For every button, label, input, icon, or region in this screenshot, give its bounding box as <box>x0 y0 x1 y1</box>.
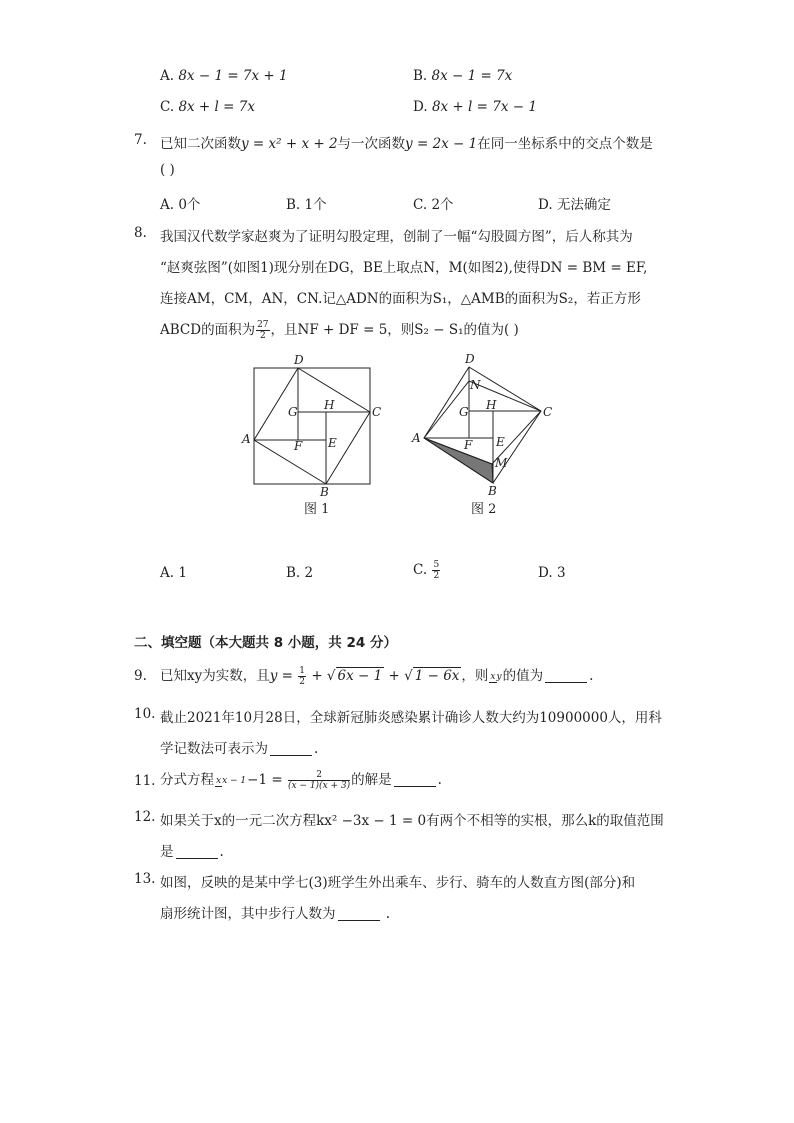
q6-option-c: C. 8x + l = 7x <box>160 99 255 115</box>
q8-line-4: ABCD的面积为 $\frac{27}{2}$ ，且NF + DF = 5，则S₂ − S₁的值为( ) <box>160 320 519 341</box>
q7-option-d: D. 无法确定 <box>538 197 611 213</box>
fig1-label-f: F <box>294 439 303 453</box>
q7-stem: 已知二次函数y = x² + x + 2与一次函数y = 2x − 1在同一坐标系中的交点个数是 <box>160 136 653 152</box>
fig2-label-m: M <box>495 456 508 470</box>
q10-line-1: 截止2021年10月28日，全球新冠肺炎感染累计确诊人数大约为10900000人，用科 <box>160 710 662 726</box>
fig2-label-g: G <box>459 405 469 419</box>
q8-figures <box>240 350 570 525</box>
q9-stem: 已知xy为实数，且y = $\frac{1}{2}$ + √ 6x − 1 + √ 1 − 6x ，则 xy的值为 . <box>160 666 594 687</box>
figure-1 <box>254 368 370 484</box>
q10-number: 10. <box>134 706 156 722</box>
q8-option-a: A. 1 <box>160 565 187 581</box>
q7-option-c: C. 2个 <box>413 197 454 213</box>
q7-option-a: A. 0个 <box>160 197 201 213</box>
q6-option-a: A. 8x − 1 = 7x + 1 <box>160 68 288 84</box>
fig1-caption: 图 1 <box>304 502 330 517</box>
q13-answer-blank[interactable] <box>338 906 380 921</box>
fig2-label-c: C <box>543 405 553 419</box>
fig2-label-b: B <box>488 484 497 498</box>
q9-answer-blank[interactable] <box>545 668 587 683</box>
q7-paren: ( ) <box>160 162 175 178</box>
q11-answer-blank[interactable] <box>394 772 436 787</box>
q6-option-b: B. 8x − 1 = 7x <box>413 68 513 84</box>
fig1-label-a: A <box>242 432 251 446</box>
q8-option-c: C. $\frac{5}{2}$ <box>413 560 440 581</box>
q8-number: 8. <box>134 225 147 241</box>
q11-stem: 分式方程 xx − 1−1 = $\frac{2}{(x - 1)(x + 3)}$的解是 . <box>160 770 442 791</box>
q13-line-2: 扇形统计图，其中步行人数为 . <box>160 906 391 922</box>
q10-line-2: 学记数法可表示为 . <box>160 741 319 757</box>
fig1-label-e: E <box>328 436 337 450</box>
q12-answer-blank[interactable] <box>176 844 218 859</box>
q8-option-d: D. 3 <box>538 565 566 581</box>
fig2-label-d: D <box>465 352 475 366</box>
fig1-label-d: D <box>294 353 304 367</box>
q7-option-b: B. 1个 <box>286 197 327 213</box>
fig2-label-a: A <box>412 431 421 445</box>
q7-number: 7. <box>134 132 147 148</box>
q10-answer-blank[interactable] <box>270 741 312 756</box>
fig1-label-b: B <box>320 485 329 499</box>
fig2-label-h: H <box>486 398 497 412</box>
fig2-label-f: F <box>464 438 473 452</box>
q8-line-1: 我国汉代数学家赵爽为了证明勾股定理，创制了一幅“勾股圆方图”，后人称其为 <box>160 229 633 245</box>
q12-line-2: 是 . <box>160 844 224 860</box>
q12-line-1: 如果关于x的一元二次方程kx² −3x − 1 = 0有两个不相等的实根，那么k的取值范围 <box>160 813 664 829</box>
fig2-label-e: E <box>496 435 505 449</box>
q6-option-d: D. 8x + l = 7x − 1 <box>413 99 537 115</box>
fig2-label-n: N <box>470 378 481 392</box>
q8-option-b: B. 2 <box>286 565 314 581</box>
q13-line-1: 如图，反映的是某中学七(3)班学生外出乘车、步行、骑车的人数直方图(部分)和 <box>160 875 636 891</box>
q13-number: 13. <box>134 871 156 887</box>
fig1-label-h: H <box>324 398 335 412</box>
figure-2 <box>424 367 541 483</box>
fig2-caption: 图 2 <box>471 502 497 517</box>
q11-number: 11. <box>134 773 156 789</box>
q8-line-3: 连接AM，CM，AN，CN.记△ADN的面积为S₁，△AMB的面积为S₂，若正方形 <box>160 291 641 307</box>
q8-line-2: “赵爽弦图”(如图1)现分别在DG，BE上取点N，M(如图2),使得DN = BM = EF, <box>160 260 648 276</box>
fig1-label-c: C <box>372 405 382 419</box>
fig1-label-g: G <box>288 405 298 419</box>
q9-number: 9. <box>134 668 147 684</box>
q12-number: 12. <box>134 809 156 825</box>
section-2-title: 二、填空题（本大题共 8 小题，共 24 分） <box>134 635 397 651</box>
